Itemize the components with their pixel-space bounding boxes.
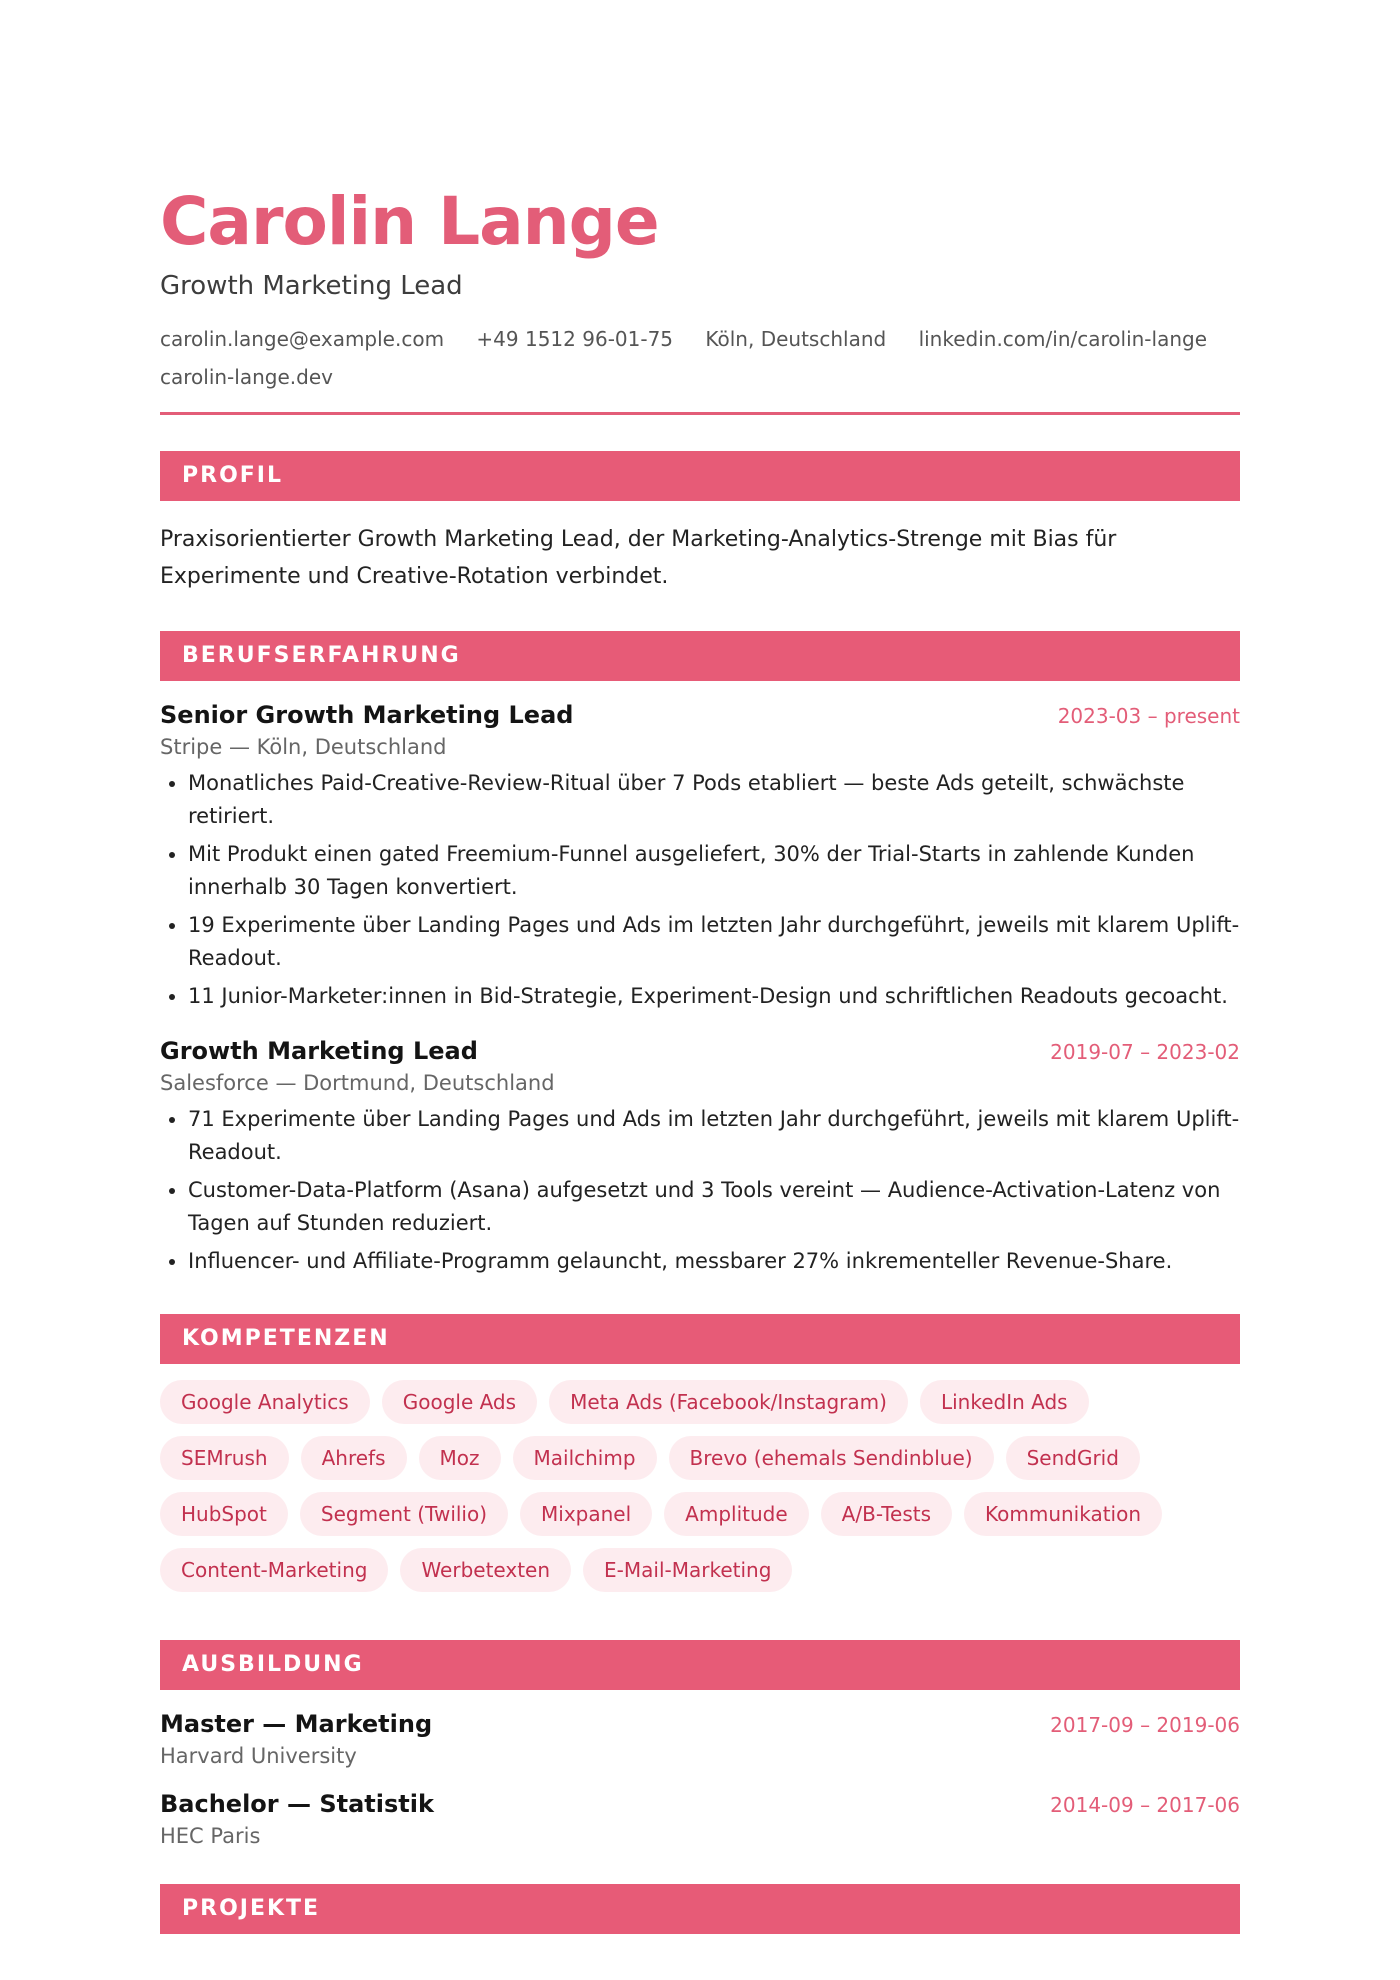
skills-list <box>160 1380 1240 1604</box>
job-dates: 2023-03 – present <box>1057 704 1240 728</box>
skill-chip: Google Ads <box>382 1380 537 1424</box>
education-entry <box>160 1790 1240 1848</box>
skill-chip: Mixpanel <box>520 1492 652 1536</box>
skill-chip: Kommunikation <box>964 1492 1162 1536</box>
skill-chip: Mailchimp <box>513 1436 657 1480</box>
job-company: Stripe — Köln, Deutschland <box>160 735 447 759</box>
education-dates: 2017-09 – 2019-06 <box>1050 1713 1240 1737</box>
contact-email[interactable]: carolin.lange@example.com <box>160 327 445 351</box>
job-bullet: • 11 Junior-Marketer:innen in Bid-Strategie, Experiment-Design und schriftlichen Readouts gecoacht. <box>188 980 1240 1013</box>
education-school: Harvard University <box>160 1744 357 1768</box>
skill-chip: LinkedIn Ads <box>920 1380 1089 1424</box>
candidate-name: Carolin Lange <box>160 183 659 260</box>
skill-chip: SendGrid <box>1006 1436 1140 1480</box>
experience-entry <box>160 701 1240 1013</box>
section-header-profile: PROFIL <box>160 451 1240 501</box>
skill-chip: Meta Ads (Facebook/Instagram) <box>549 1380 908 1424</box>
skill-chip: E-Mail-Marketing <box>583 1548 792 1592</box>
resume-content <box>160 180 1240 1934</box>
skill-chip: Moz <box>419 1436 501 1480</box>
skill-chip: Google Analytics <box>160 1380 370 1424</box>
skill-chip: Segment (Twilio) <box>300 1492 508 1536</box>
education-entry <box>160 1710 1240 1768</box>
education-dates: 2014-09 – 2017-06 <box>1050 1793 1240 1817</box>
education-degree: Bachelor — Statistik <box>160 1790 434 1818</box>
contact-linkedin[interactable]: linkedin.com/in/carolin-lange <box>918 327 1207 351</box>
job-bullets <box>160 1103 1240 1278</box>
skill-chip: Werbetexten <box>400 1548 571 1592</box>
contact-website[interactable]: carolin-lange.dev <box>160 365 333 389</box>
header-divider <box>160 412 1240 415</box>
skill-chip: Amplitude <box>664 1492 809 1536</box>
job-bullet: • Monatliches Paid-Creative-Review-Ritual über 7 Pods etabliert — beste Ads geteilt, schwächste retiriert. <box>188 767 1240 833</box>
skill-chip: Content-Marketing <box>160 1548 388 1592</box>
skill-chip: A/B-Tests <box>821 1492 952 1536</box>
section-header-education: AUSBILDUNG <box>160 1640 1240 1690</box>
job-dates: 2019-07 – 2023-02 <box>1050 1040 1240 1064</box>
contact-location: Köln, Deutschland <box>705 327 887 351</box>
education-school: HEC Paris <box>160 1824 261 1848</box>
contact-info <box>160 320 1240 396</box>
job-bullet: • Customer-Data-Platform (Asana) aufgesetzt und 3 Tools vereint — Audience-Activation-Latenz von Tagen auf Stunden reduziert. <box>188 1174 1240 1240</box>
contact-phone[interactable]: +49 1512 96-01-75 <box>476 327 674 351</box>
experience-entry <box>160 1037 1240 1278</box>
section-header-experience: BERUFSERFAHRUNG <box>160 631 1240 681</box>
job-title: Senior Growth Marketing Lead <box>160 701 574 729</box>
profile-summary: Praxisorientierter Growth Marketing Lead, der Marketing-Analytics-Strenge mit Bias für Experimente und Creative-Rotation verbindet. <box>160 527 1117 589</box>
job-bullet: • Influencer- und Affiliate-Programm gelauncht, messbarer 27% inkrementeller Revenue-Share. <box>188 1245 1240 1278</box>
job-bullet: • 19 Experimente über Landing Pages und Ads im letzten Jahr durchgeführt, jeweils mit klarem Uplift-Readout. <box>188 909 1240 975</box>
skill-chip: Ahrefs <box>301 1436 407 1480</box>
job-company: Salesforce — Dortmund, Deutschland <box>160 1071 555 1095</box>
education-degree: Master — Marketing <box>160 1710 433 1738</box>
skill-chip: Brevo (ehemals Sendinblue) <box>669 1436 994 1480</box>
section-header-skills: KOMPETENZEN <box>160 1314 1240 1364</box>
job-bullet: • Mit Produkt einen gated Freemium-Funnel ausgeliefert, 30% der Trial-Starts in zahlende Kunden innerhalb 30 Tagen konvertiert. <box>188 838 1240 904</box>
candidate-headline: Growth Marketing Lead <box>160 271 463 301</box>
job-bullet: • 71 Experimente über Landing Pages und Ads im letzten Jahr durchgeführt, jeweils mit klarem Uplift-Readout. <box>188 1103 1240 1169</box>
skill-chip: SEMrush <box>160 1436 289 1480</box>
skill-chip: HubSpot <box>160 1492 288 1536</box>
job-bullets <box>160 767 1240 1013</box>
job-title: Growth Marketing Lead <box>160 1037 478 1065</box>
section-header-projects: PROJEKTE <box>160 1884 1240 1934</box>
